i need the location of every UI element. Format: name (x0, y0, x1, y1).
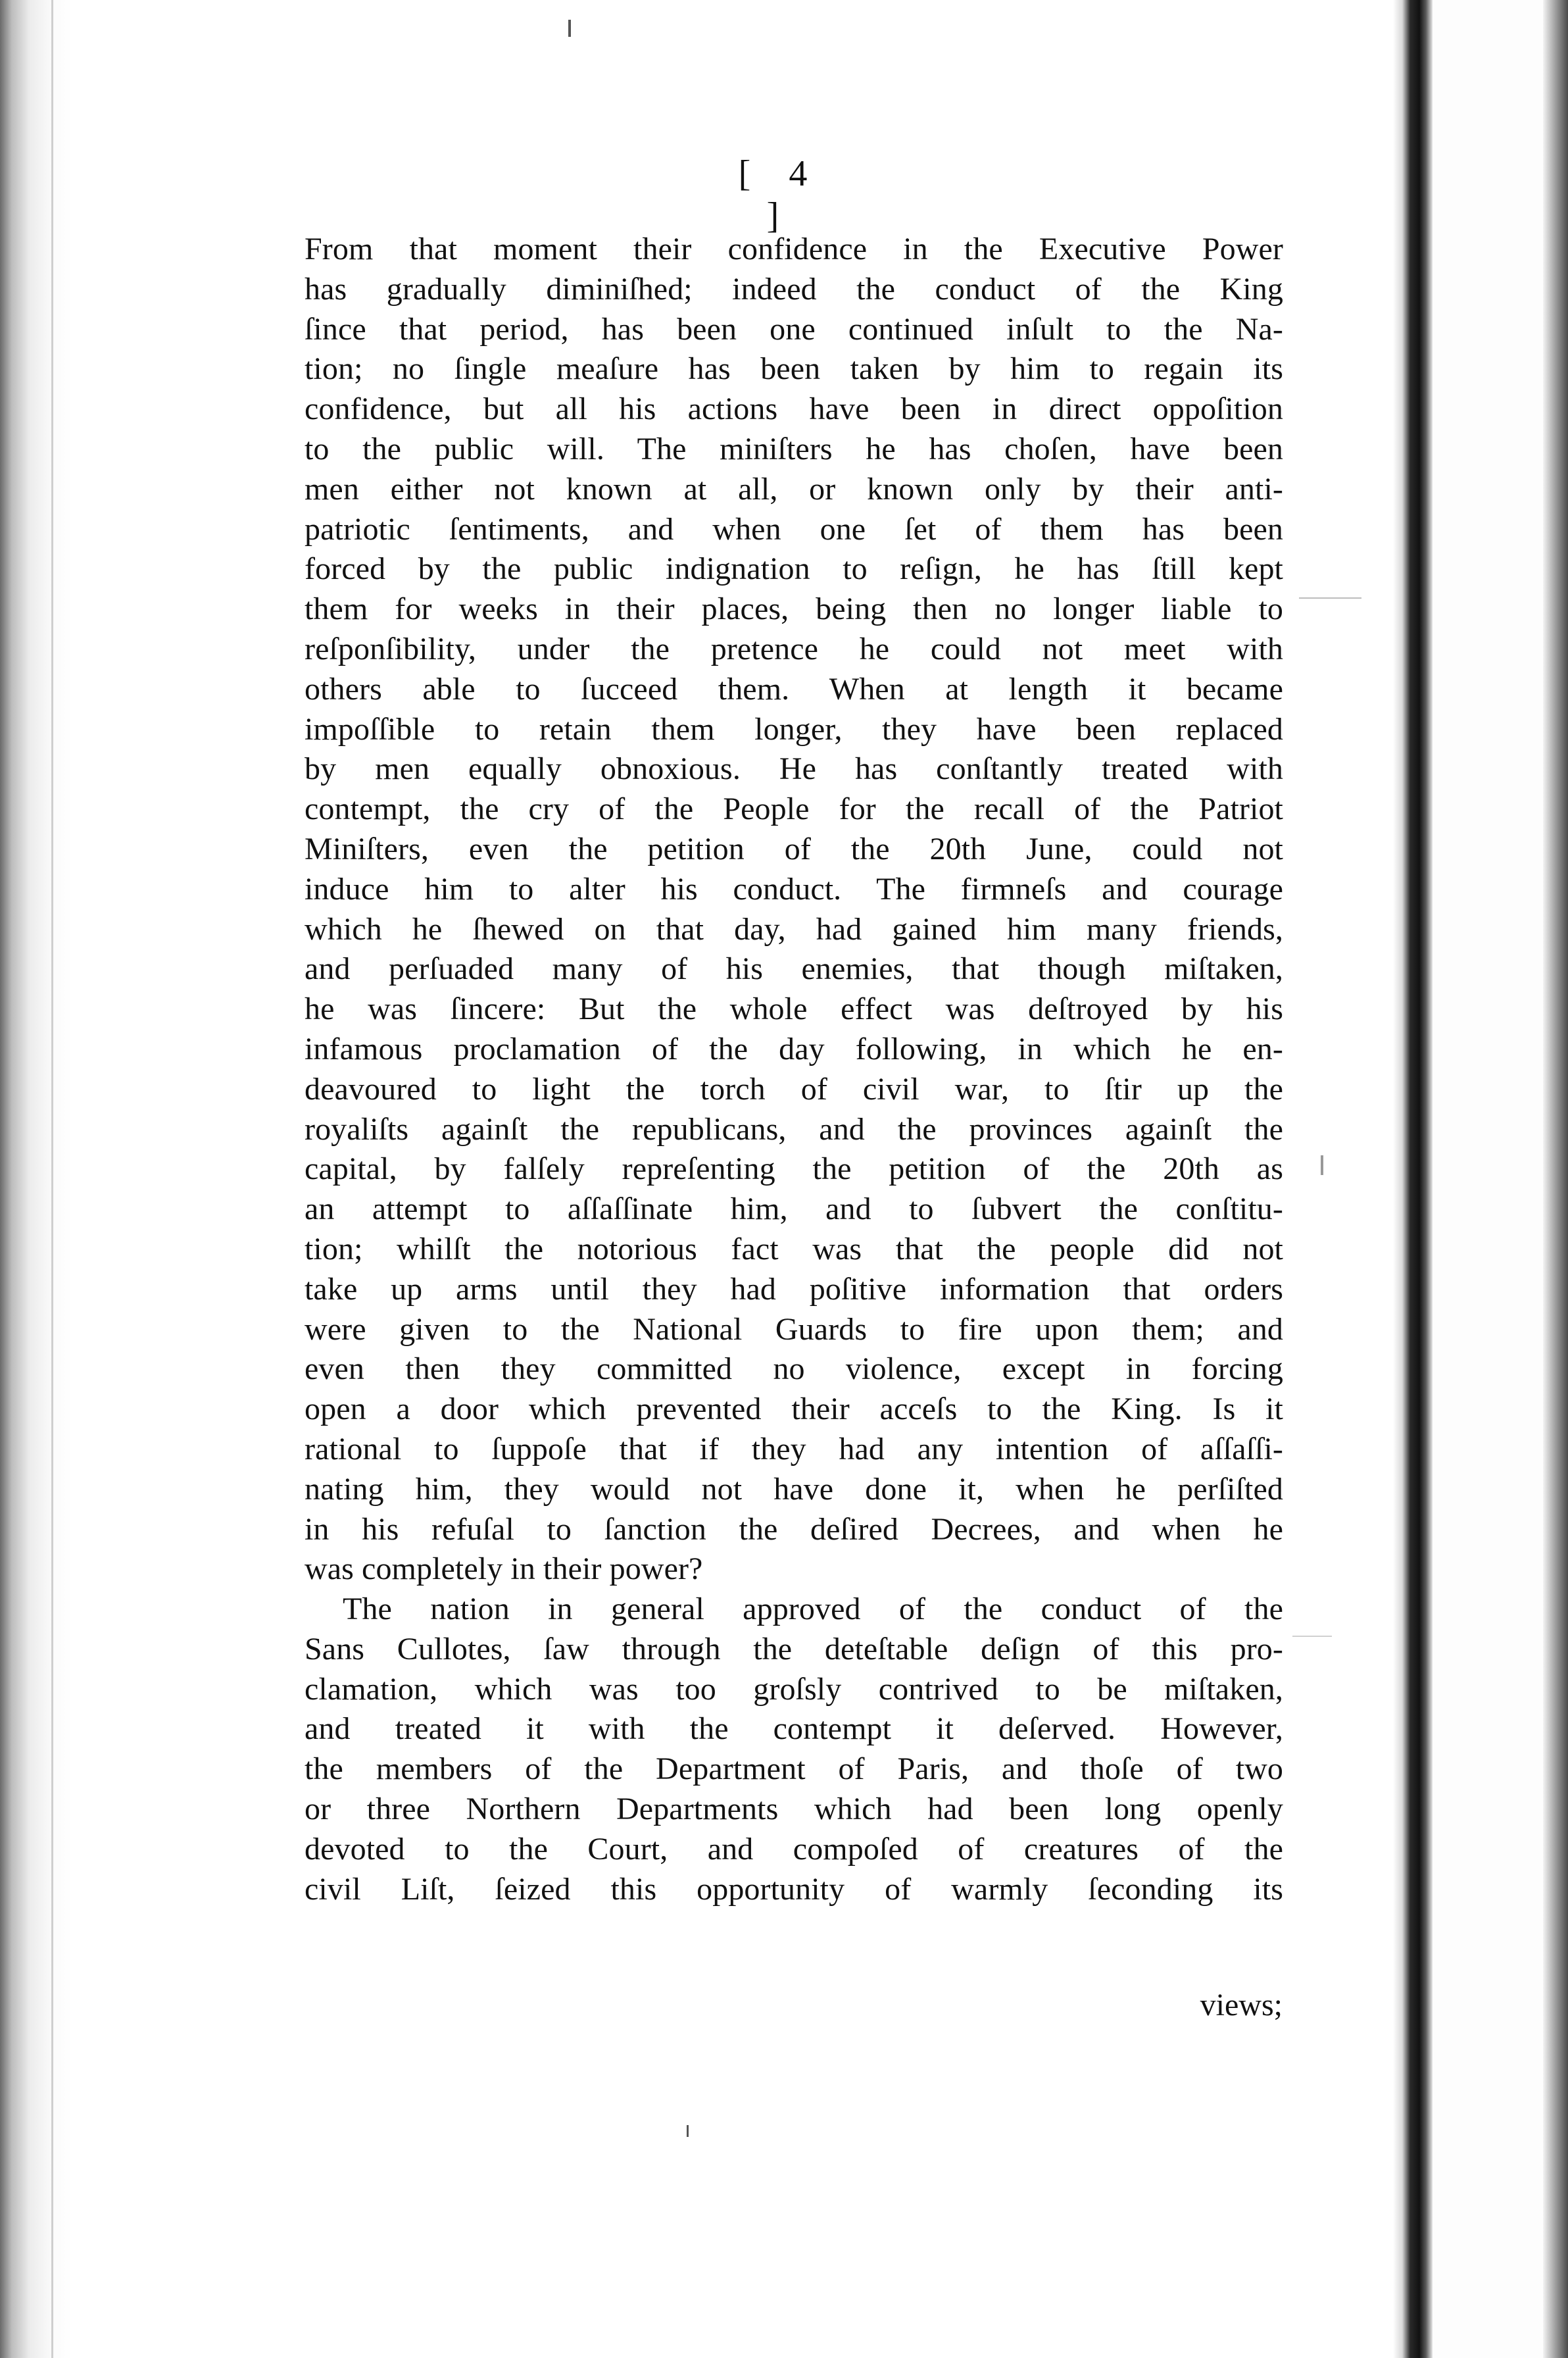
text-line: open a door which prevented their acceſs to the King. Is it (305, 1392, 1283, 1427)
text-line: tion; whilſt the notorious fact was that the people did not (305, 1231, 1283, 1267)
text-line: patriotic ſentiments, and when one ſet of them has been (305, 511, 1283, 547)
text-line: men either not known at all, or known only by their anti- (305, 471, 1283, 507)
text-line: confidence, but all his actions have been in direct oppoſition (305, 391, 1283, 427)
text-line: royaliſts againſt the republicans, and the provinces againſt the (305, 1111, 1283, 1147)
text-line: were given to the National Guards to fire upon them; and (305, 1311, 1283, 1347)
text-line: and perſuaded many of his enemies, that though miſtaken, (305, 951, 1283, 987)
paper-speck (1321, 1155, 1323, 1175)
paper-speck (568, 20, 571, 37)
text-line: rational to ſuppoſe that if they had any intention of aſſaſſi- (305, 1431, 1283, 1467)
book-gutter (1393, 0, 1433, 2358)
page-left-edge-line (51, 0, 53, 2358)
text-line: nating him, they would not have done it, when he perſiſted (305, 1471, 1283, 1507)
text-line: civil Liſt, ſeized this opportunity of warmly ſeconding its (305, 1871, 1283, 1907)
text-line: to the public will. The miniſters he has choſen, have been (305, 431, 1283, 466)
page-right-edge-shadow (1543, 0, 1568, 2358)
text-line: From that moment their confidence in the Executive Power (305, 232, 1283, 266)
catchword: views; (1200, 1988, 1283, 2022)
text-line: in his refuſal to ſanction the deſired Decrees, and when he (305, 1511, 1283, 1547)
text-line: or three Northern Departments which had been long openly (305, 1792, 1283, 1827)
text-line: clamation, which was too groſsly contrived to be miſtaken, (305, 1671, 1283, 1707)
text-line: induce him to alter his conduct. The firmneſs and courage (305, 871, 1283, 907)
text-line: The nation in general approved of the conduct of the (343, 1592, 1283, 1627)
text-line: ſince that period, has been one continued inſult to the Na- (305, 311, 1283, 347)
text-line: an attempt to aſſaſſinate him, and to ſubvert the conſtitu- (305, 1192, 1283, 1227)
text-line: even then they committed no violence, except in forcing (305, 1351, 1283, 1387)
margin-mark (1299, 597, 1361, 599)
text-line: others able to ſucceed them. When at length it became (305, 671, 1283, 707)
text-line: devoted to the Court, and compoſed of creatures of the (305, 1831, 1283, 1867)
paper-speck (687, 2125, 689, 2137)
text-line: them for weeks in their places, being then no longer liable to (305, 591, 1283, 627)
page-number: [ 4 ] (738, 153, 822, 236)
text-line: Miniſters, even the petition of the 20th June, could not (305, 831, 1283, 866)
body-text (305, 230, 1283, 1909)
text-line: has gradually diminiſhed; indeed the conduct of the King (305, 271, 1283, 307)
text-line: forced by the public indignation to reſign, he has ſtill kept (305, 551, 1283, 587)
text-line: take up arms until they had poſitive information that orders (305, 1271, 1283, 1307)
text-line: Sans Cullotes, ſaw through the deteſtable deſign of this pro- (305, 1631, 1283, 1667)
text-line: the members of the Department of Paris, and thoſe of two (305, 1751, 1283, 1787)
text-line: contempt, the cry of the People for the recall of the Patriot (305, 791, 1283, 827)
margin-mark (1292, 1636, 1332, 1637)
text-line: which he ſhewed on that day, had gained him many friends, (305, 911, 1283, 947)
text-line: tion; no ſingle meaſure has been taken by him to regain its (305, 351, 1283, 387)
text-line: impoſſible to retain them longer, they have been replaced (305, 711, 1283, 747)
text-line: by men equally obnoxious. He has conſtantly treated with (305, 751, 1283, 787)
text-line: was completely in their power? (305, 1551, 703, 1587)
text-line: deavoured to light the torch of civil war, to ſtir up the (305, 1071, 1283, 1107)
text-line: capital, by falſely repreſenting the petition of the 20th as (305, 1151, 1283, 1187)
text-line: and treated it with the contempt it deſerved. However, (305, 1711, 1283, 1747)
text-line: infamous proclamation of the day following, in which he en- (305, 1031, 1283, 1066)
page-left-edge-shadow (0, 0, 72, 2358)
text-line: he was ſincere: But the whole effect was deſtroyed by his (305, 991, 1283, 1027)
text-line: reſponſibility, under the pretence he could not meet with (305, 631, 1283, 666)
